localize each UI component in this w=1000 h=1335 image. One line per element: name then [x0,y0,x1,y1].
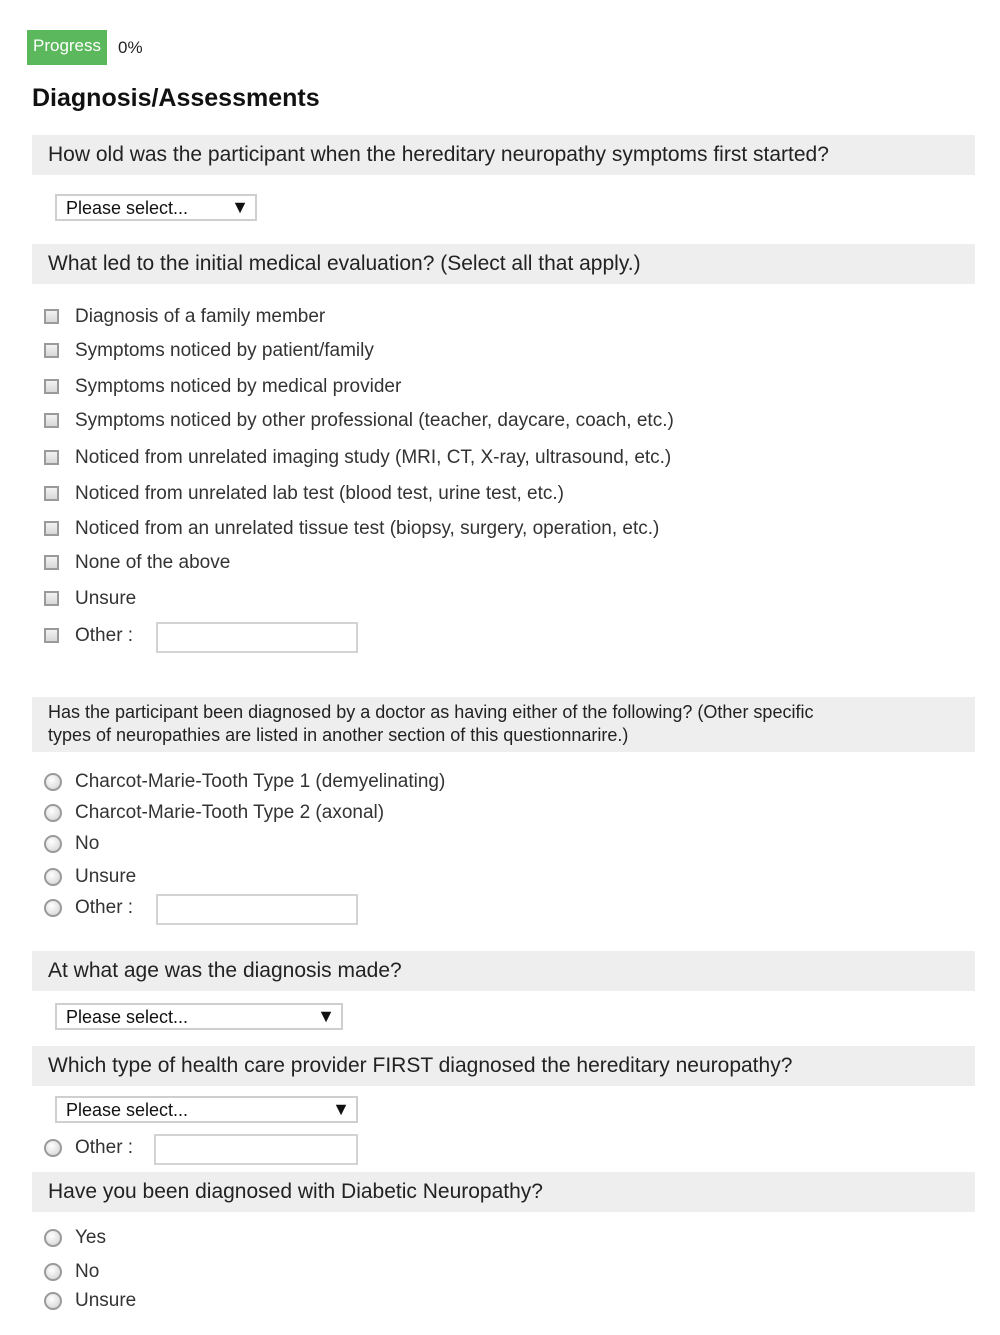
radio-icon[interactable] [44,835,62,853]
question-text [48,701,908,747]
select-value: Please select... [66,198,189,218]
progress-badge: Progress [27,30,107,65]
radio-icon[interactable] [44,1263,62,1281]
question-text-line: Has the participant been diagnosed by a doctor as having either of the following? (Other specific [48,702,814,722]
option-label: Unsure [75,588,137,609]
age-onset-select[interactable] [55,194,257,221]
first-provider-select[interactable] [55,1096,358,1123]
age-diagnosis-select[interactable] [55,1003,343,1030]
option-label: Noticed from unrelated lab test (blood test, urine test, etc.) [75,483,564,504]
evaluation-other-input[interactable] [156,622,358,653]
option-label: Other : [75,1137,134,1158]
checkbox-icon[interactable] [44,628,59,643]
checkbox-icon[interactable] [44,555,59,570]
option-label: No [75,1261,100,1282]
checkbox-icon[interactable] [44,309,59,324]
checkbox-icon[interactable] [44,591,59,606]
option-label: Charcot-Marie-Tooth Type 1 (demyelinating) [75,771,446,792]
cmt-other-input[interactable] [156,894,358,925]
option-label: Unsure [75,866,137,887]
checkbox-icon[interactable] [44,486,59,501]
question-initial-evaluation [32,244,975,284]
question-text-line: types of neuropathies are listed in another section of this questionnarire.) [48,725,629,745]
option-label: Symptoms noticed by other professional (teacher, daycare, coach, etc.) [75,410,674,431]
checkbox-icon[interactable] [44,343,59,358]
question-text: Which type of health care provider FIRST diagnosed the hereditary neuropathy? [48,1054,793,1077]
checkbox-icon[interactable] [44,413,59,428]
radio-icon[interactable] [44,899,62,917]
caret-down-icon: ▼ [231,197,249,217]
select-value: Please select... [66,1007,189,1027]
question-diabetic-neuropathy [32,1172,975,1212]
option-label: Yes [75,1227,106,1248]
checkbox-icon[interactable] [44,450,59,465]
question-text: How old was the participant when the hereditary neuropathy symptoms first started? [48,143,829,166]
radio-icon[interactable] [44,804,62,822]
question-age-onset [32,135,975,175]
option-label: Noticed from an unrelated tissue test (biopsy, surgery, operation, etc.) [75,518,660,539]
checkbox-icon[interactable] [44,521,59,536]
option-label: Charcot-Marie-Tooth Type 2 (axonal) [75,802,385,823]
question-text: What led to the initial medical evaluation? (Select all that apply.) [48,252,641,275]
radio-icon[interactable] [44,868,62,886]
option-label: Other : [75,625,134,646]
option-label: Other : [75,897,134,918]
option-label: Symptoms noticed by medical provider [75,376,402,397]
question-cmt-diagnosis [32,697,975,752]
question-first-provider [32,1046,975,1086]
radio-icon[interactable] [44,1229,62,1247]
caret-down-icon: ▼ [317,1006,335,1026]
progress-value: 0% [118,38,143,57]
question-text: At what age was the diagnosis made? [48,959,402,982]
select-value: Please select... [66,1100,189,1120]
checkbox-icon[interactable] [44,379,59,394]
radio-icon[interactable] [44,773,62,791]
provider-other-input[interactable] [154,1134,358,1165]
caret-down-icon: ▼ [332,1099,350,1119]
page-title: Diagnosis/Assessments [32,84,320,112]
option-label: Symptoms noticed by patient/family [75,340,374,361]
option-label: None of the above [75,552,231,573]
option-label: Unsure [75,1290,137,1311]
question-age-diagnosis [32,951,975,991]
option-label: No [75,833,100,854]
option-label: Diagnosis of a family member [75,306,326,327]
radio-icon[interactable] [44,1139,62,1157]
question-text: Have you been diagnosed with Diabetic Neuropathy? [48,1180,543,1203]
option-label: Noticed from unrelated imaging study (MRI, CT, X-ray, ultrasound, etc.) [75,447,672,468]
radio-icon[interactable] [44,1292,62,1310]
